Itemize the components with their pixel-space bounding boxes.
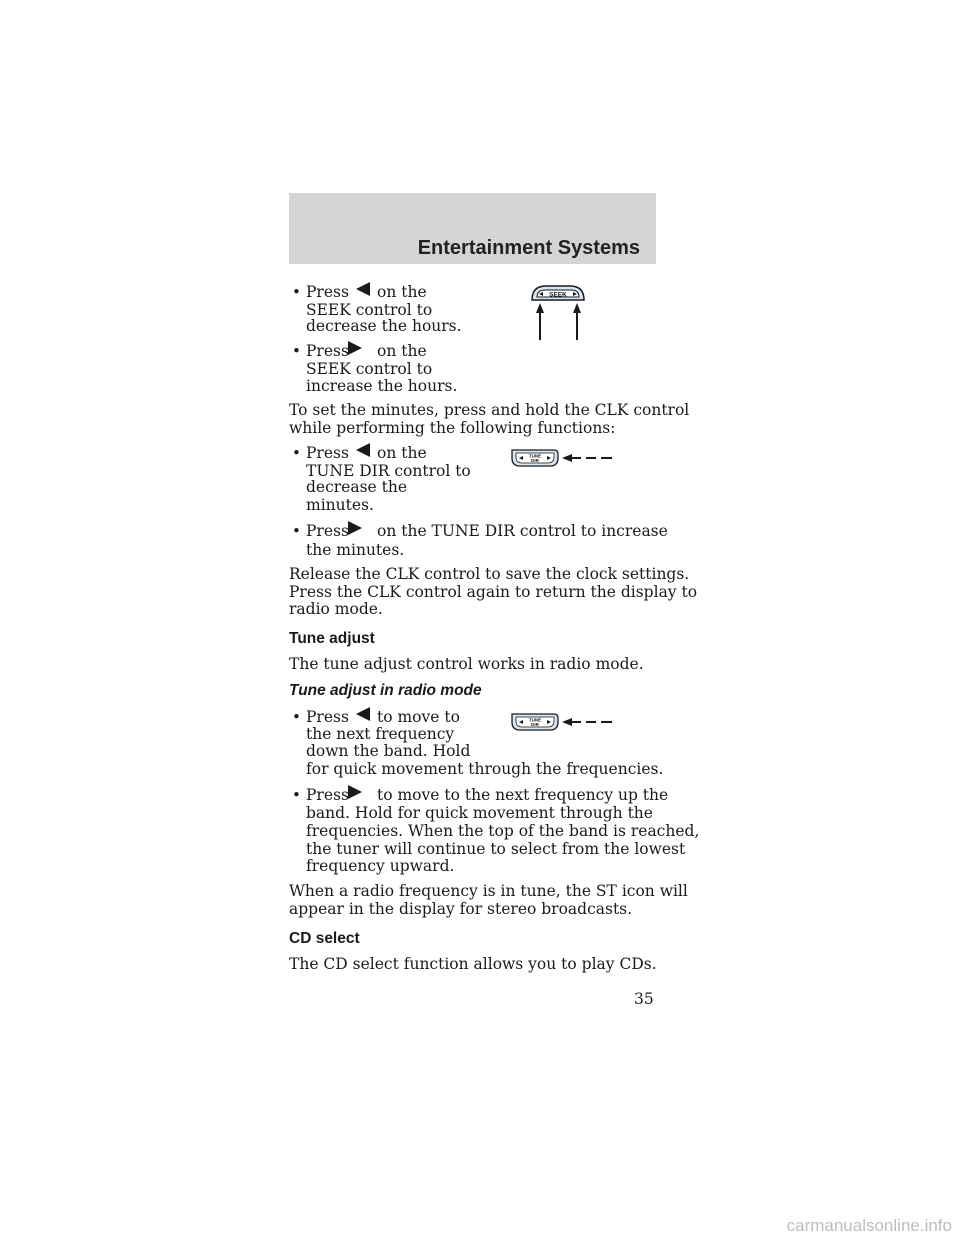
watermark: carmanualsonline.info [786,1216,952,1235]
paragraph-line: Press the CLK control again to return the display to [289,583,698,601]
paragraph-line: When a radio frequency is in tune, the ST icon will [289,882,688,900]
bullet-text: on the [377,342,427,360]
bullet-text: decrease the [306,478,408,496]
seek-label: SEEK [549,291,567,299]
paragraph-line: The tune adjust control works in radio mode. [289,655,644,673]
seek-left-arrow-icon [356,282,370,296]
tune-right-arrow-icon [348,785,362,799]
tune-dir-control-figure [508,710,614,734]
bullet-text: on the TUNE DIR control to increase [377,522,668,540]
section-title: Entertainment Systems [417,237,640,259]
tune-label-top: TUNE [528,453,542,459]
paragraph-line: Release the CLK control to save the clock settings. [289,565,690,583]
bullet-text: band. Hold for quick movement through the [306,804,653,822]
press-label: Press [306,522,349,540]
press-label: Press [306,342,349,360]
bullet-text: frequencies. When the top of the band is reached, [306,822,700,840]
bullet-text: for quick movement through the frequencies. [306,760,664,778]
press-label: Press [306,444,349,462]
paragraph-line: The CD select function allows you to play CDs. [289,955,657,973]
seek-control-figure [528,283,588,343]
bullet-icon: • [292,786,301,804]
heading-cd-select: CD select [289,930,360,947]
bullet-icon: • [292,283,301,301]
bullet-icon: • [292,342,301,360]
tune-label-bottom: DIR [531,722,539,727]
bullet-text: to move to [377,708,460,726]
paragraph-line: radio mode. [289,600,383,618]
bullet-text: TUNE DIR control to [306,462,471,480]
tune-label-top: TUNE [528,717,542,723]
tune-dir-control-figure [508,446,614,470]
press-label: Press [306,708,349,726]
bullet-text: the next frequency [306,725,455,743]
bullet-text: down the band. Hold [306,742,471,760]
bullet-text: SEEK control to [306,301,433,319]
bullet-text: increase the hours. [306,377,458,395]
bullet-text: frequency upward. [306,857,455,875]
bullet-icon: • [292,708,301,726]
bullet-icon: • [292,522,301,540]
seek-right-arrow-icon [348,341,362,355]
tune-left-arrow-icon [356,443,370,457]
bullet-text: decrease the hours. [306,317,462,335]
paragraph-line: To set the minutes, press and hold the CLK control [289,401,690,419]
page-number: 35 [634,990,654,1008]
tune-left-arrow-icon [356,707,370,721]
bullet-text: the tuner will continue to select from the lowest [306,840,686,858]
bullet-text: the minutes. [306,541,405,559]
bullet-text: on the [377,444,427,462]
press-label: Press [306,283,349,301]
subheading-tune-adjust-radio: Tune adjust in radio mode [289,682,482,699]
section-header [289,193,656,264]
bullet-text: on the [377,283,427,301]
bullet-icon: • [292,444,301,462]
heading-tune-adjust: Tune adjust [289,630,375,647]
bullet-text: SEEK control to [306,360,433,378]
paragraph-line: while performing the following functions: [289,419,616,437]
paragraph-line: appear in the display for stereo broadcasts. [289,900,633,918]
tune-right-arrow-icon [348,521,362,535]
press-label: Press [306,786,349,804]
tune-label-bottom: DIR [531,458,539,463]
bullet-text: to move to the next frequency up the [377,786,669,804]
bullet-text: minutes. [306,496,374,514]
